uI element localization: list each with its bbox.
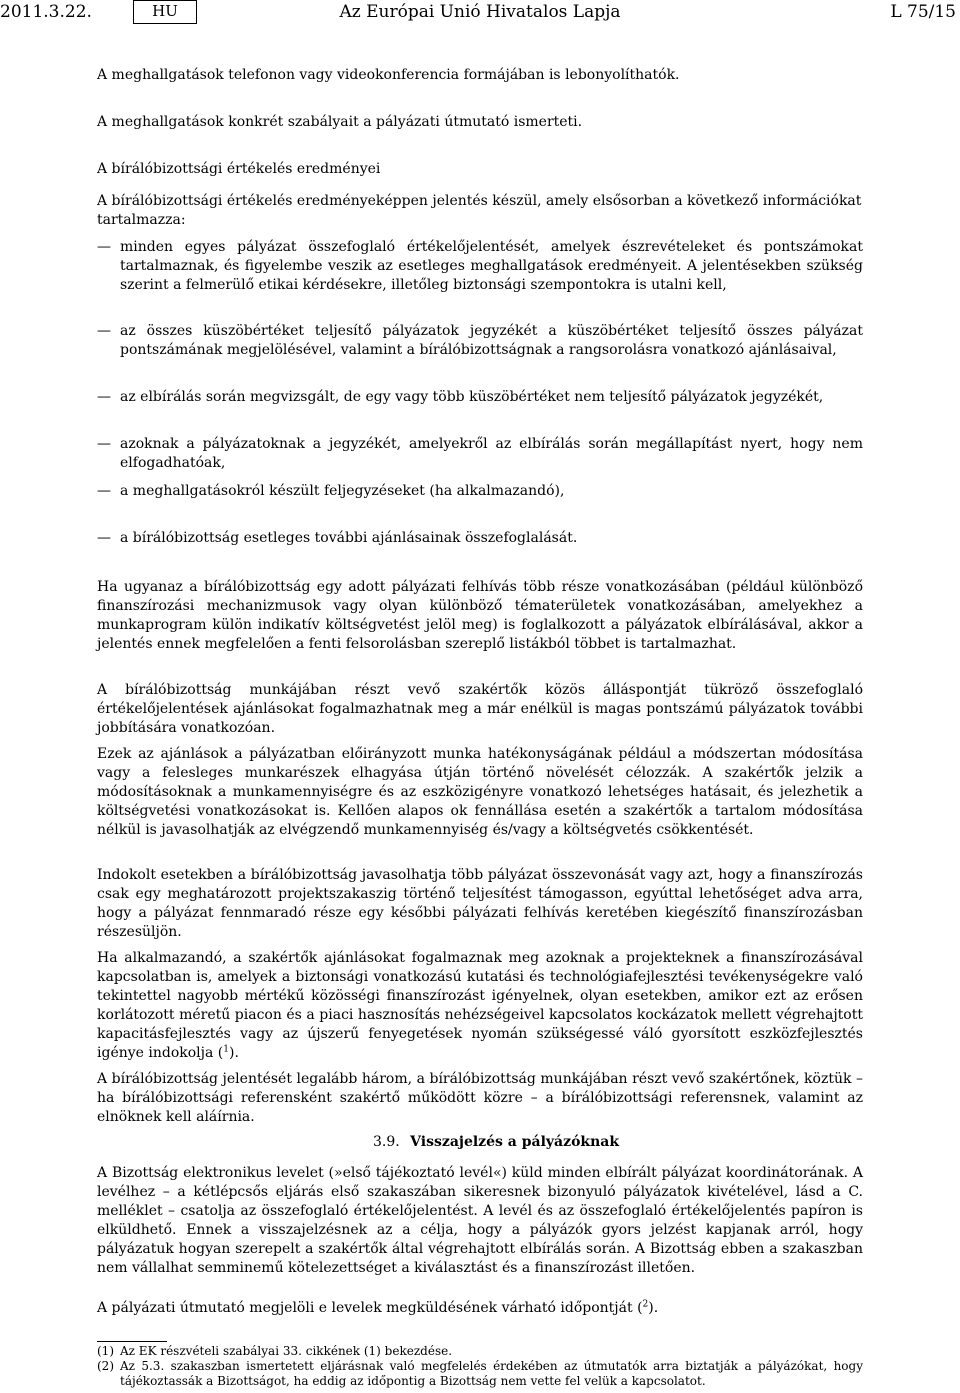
paragraph-security-funding	[97, 949, 863, 1063]
paragraph-feedback-letter: A Bizottság elektronikus levelet (»első tájékoztató levél«) küld minden elbírált pályázat koordinátorának. A levélhez – a kétlépcsős eljárás első szakaszában sikeresnek bizonyuló pályázatok kivételével, lásd a C. melléklet – csatolja az összefoglaló értékelőjelentést. A levél és az összefoglaló értékelőjelentés papíron is elküldhető. Ennek a visszajelzésnek az a célja, hogy a pályázók gyors jelzést kapjanak arról, hogy pályázatuk hogyan szerepelt a szakértők által végrehajtott elbírálás során. A Bizottság ebben a szakaszban nem vállalhat semminemű kötelezettséget a kiválasztást és a finanszírozást illetően.	[97, 1165, 863, 1276]
journal-title: Az Európai Unió Hivatalos Lapja	[339, 2, 621, 22]
paragraph-merging: Indokolt esetekben a bírálóbizottság javasolhatja több pályázat összevonását vagy azt, hogy a finanszírozás csak egy meghatározott projektszakaszig történő teljesítést támogasson, egyúttal lehetőséget adva arra, hogy a pályázat fennmaradó része egy későbbi pályázati felhívás keretében kiegészítő finanszírozásban részesüljön.	[97, 867, 863, 940]
list-item	[97, 435, 863, 473]
list-item-text: a bírálóbizottság esetleges további ajánlásainak összefoglalását.	[120, 530, 578, 546]
paragraph-subheading-results: A bírálóbizottsági értékelés eredményei	[97, 161, 381, 177]
dash-marker: —	[97, 530, 111, 546]
language-box: HU	[133, 0, 197, 24]
footnote	[97, 1359, 863, 1389]
list-item-text: az elbírálás során megvizsgált, de egy vagy több küszöbértéket nem teljesítő pályázatok jegyzékét,	[120, 389, 824, 405]
paragraph-report-intro: A bírálóbizottsági értékelés eredményeképpen jelentés készül, amely elsősorban a következő információkat tartalmazza:	[97, 193, 862, 228]
footnote-divider	[97, 1341, 167, 1342]
paragraph-signatures: A bírálóbizottság jelentését legalább három, a bírálóbizottság munkájában részt vevő szakértőnek, köztük – ha bírálóbizottsági referensként szakértő működött közre – a bírálóbizottsági referensnek, valamint az elnöknek kell aláírnia.	[97, 1071, 863, 1125]
section-title: Visszajelzés a pályázóknak	[410, 1134, 620, 1150]
list-item	[97, 482, 863, 501]
dash-marker: —	[97, 483, 111, 499]
list-item-text: az összes küszöbértéket teljesítő pályázatok jegyzékét a küszöbértéket teljesítő összes pályázat pontszámának megjelölésével, valamint a bírálóbizottságnak a rangsorolásra vonatkozó ajánlásaival,	[120, 323, 863, 358]
footnote-text: Az EK részvételi szabályai 33. cikkének (1) bekezdése.	[120, 1344, 453, 1358]
publication-date: 2011.3.22.	[0, 2, 92, 22]
footnote	[97, 1344, 863, 1359]
footnote-number: (1)	[97, 1344, 114, 1358]
paragraph-multiple-lists: Ha ugyanaz a bírálóbizottság egy adott pályázati felhívás több része vonatkozásában (például különböző finanszírozási mechanizmusok vagy olyan különböző tématerületek vonatkozásában, amelyekhez a munkaprogram külön indikatív költségvetést jelöl meg) is foglalkozott a pályázatok elbírálásával, akkor a jelentés ennek megfelelően a fenti felsorolásban szereplő listákból többet is tartalmazhat.	[97, 579, 863, 652]
paragraph-efficiency: Ezek az ajánlások a pályázatban előirányzott munka hatékonyságának például a módszertan módosítása vagy a felesleges munkarészek elhagyása útján történő növelését célozzák. A szakértők jelzik a módosításoknak a munkamennyiségre és az eszközigényre vonatkozó lehetséges hatásait, és jelezhetik a költségvetési vonatkozásokat is. Kellően alapos ok fennállása esetén a szakértők a tartalom módosítása nélkül is javasolhatják az elvégzendő munkamennyiség és/vagy a költségvetés csökkentését.	[97, 746, 863, 838]
paragraph-hearings-rules: A meghallgatások konkrét szabályait a pályázati útmutató ismerteti.	[97, 114, 583, 130]
dash-marker: —	[97, 389, 111, 405]
list-item	[97, 322, 863, 360]
footnote-ref: 1	[223, 1044, 229, 1055]
footnote-ref: 2	[642, 1299, 649, 1310]
paragraph-text-end: ).	[648, 1300, 659, 1316]
paragraph-hearings-format: A meghallgatások telefonon vagy videokonferencia formájában is lebonyolíthatók.	[97, 67, 680, 83]
paragraph-text: Ha alkalmazandó, a szakértők ajánlásokat fogalmaznak meg azoknak a projekteknek a finanszírozásával kapcsolatban is, amelyek a biztonsági vonatkozású kutatási és technológiafejlesztési tevékenységekre való tekintettel nagyobb mértékű közösségi finanszírozást igényelnek, olyan esetekben, amikor ezt az erősen korlátozott méretű piacon és a piaci hasznosítás nehézségeivel kapcsolatos kockázatok mellett végrehajtott kapacitásfejlesztés vagy az újszerű fenyegetések nyomán szükségessé váló gyorsított eszközfejlesztés igénye indokolja (	[97, 950, 863, 1061]
list-item-text: a meghallgatásokról készült feljegyzéseket (ha alkalmazandó),	[120, 483, 565, 499]
list-item	[97, 388, 863, 407]
dash-marker: —	[97, 323, 111, 339]
dash-marker: —	[97, 436, 111, 452]
paragraph-letter-timing	[97, 1299, 863, 1318]
dash-marker: —	[97, 239, 111, 255]
section-heading	[373, 1133, 619, 1152]
list-item	[97, 238, 863, 295]
page-number: L 75/15	[890, 2, 956, 22]
list-item-text: azoknak a pályázatoknak a jegyzékét, amelyekről az elbírálás során megállapítást nyert, hogy nem elfogadhatóak,	[120, 436, 863, 471]
paragraph-expert-recommendations: A bírálóbizottság munkájában részt vevő szakértők közös álláspontját tükröző összefoglaló értékelőjelentések ajánlásokat fogalmazhatnak meg a már enélkül is magas pontszámú pályázatok további jobbítására vonatkozóan.	[97, 682, 863, 736]
footnote-number: (2)	[97, 1359, 114, 1373]
list-item	[97, 529, 863, 548]
page-header	[0, 0, 960, 24]
section-number: 3.9.	[373, 1134, 400, 1150]
paragraph-text-end: ).	[229, 1045, 239, 1061]
list-item-text: minden egyes pályázat összefoglaló értékelőjelentését, amelyek észrevételeket és pontszámokat tartalmaznak, és figyelembe veszik az esetleges meghallgatások eredményeit. A jelentésekben szükség szerint a felmerülő etikai kérdésekre, illetőleg biztonsági szempontokra is utalni kell,	[120, 239, 863, 293]
footnote-text: Az 5.3. szakaszban ismertetett eljárásnak való megfelelés érdekében az útmutatók arra biztatják a pályázókat, hogy tájékoztassák a Bizottságot, ha eddig az időpontig a Bizottság nem vette fel velük a kapcsolatot.	[120, 1359, 863, 1388]
paragraph-text: A pályázati útmutató megjelöli e levelek megküldésének várható időpontját (	[97, 1300, 643, 1316]
